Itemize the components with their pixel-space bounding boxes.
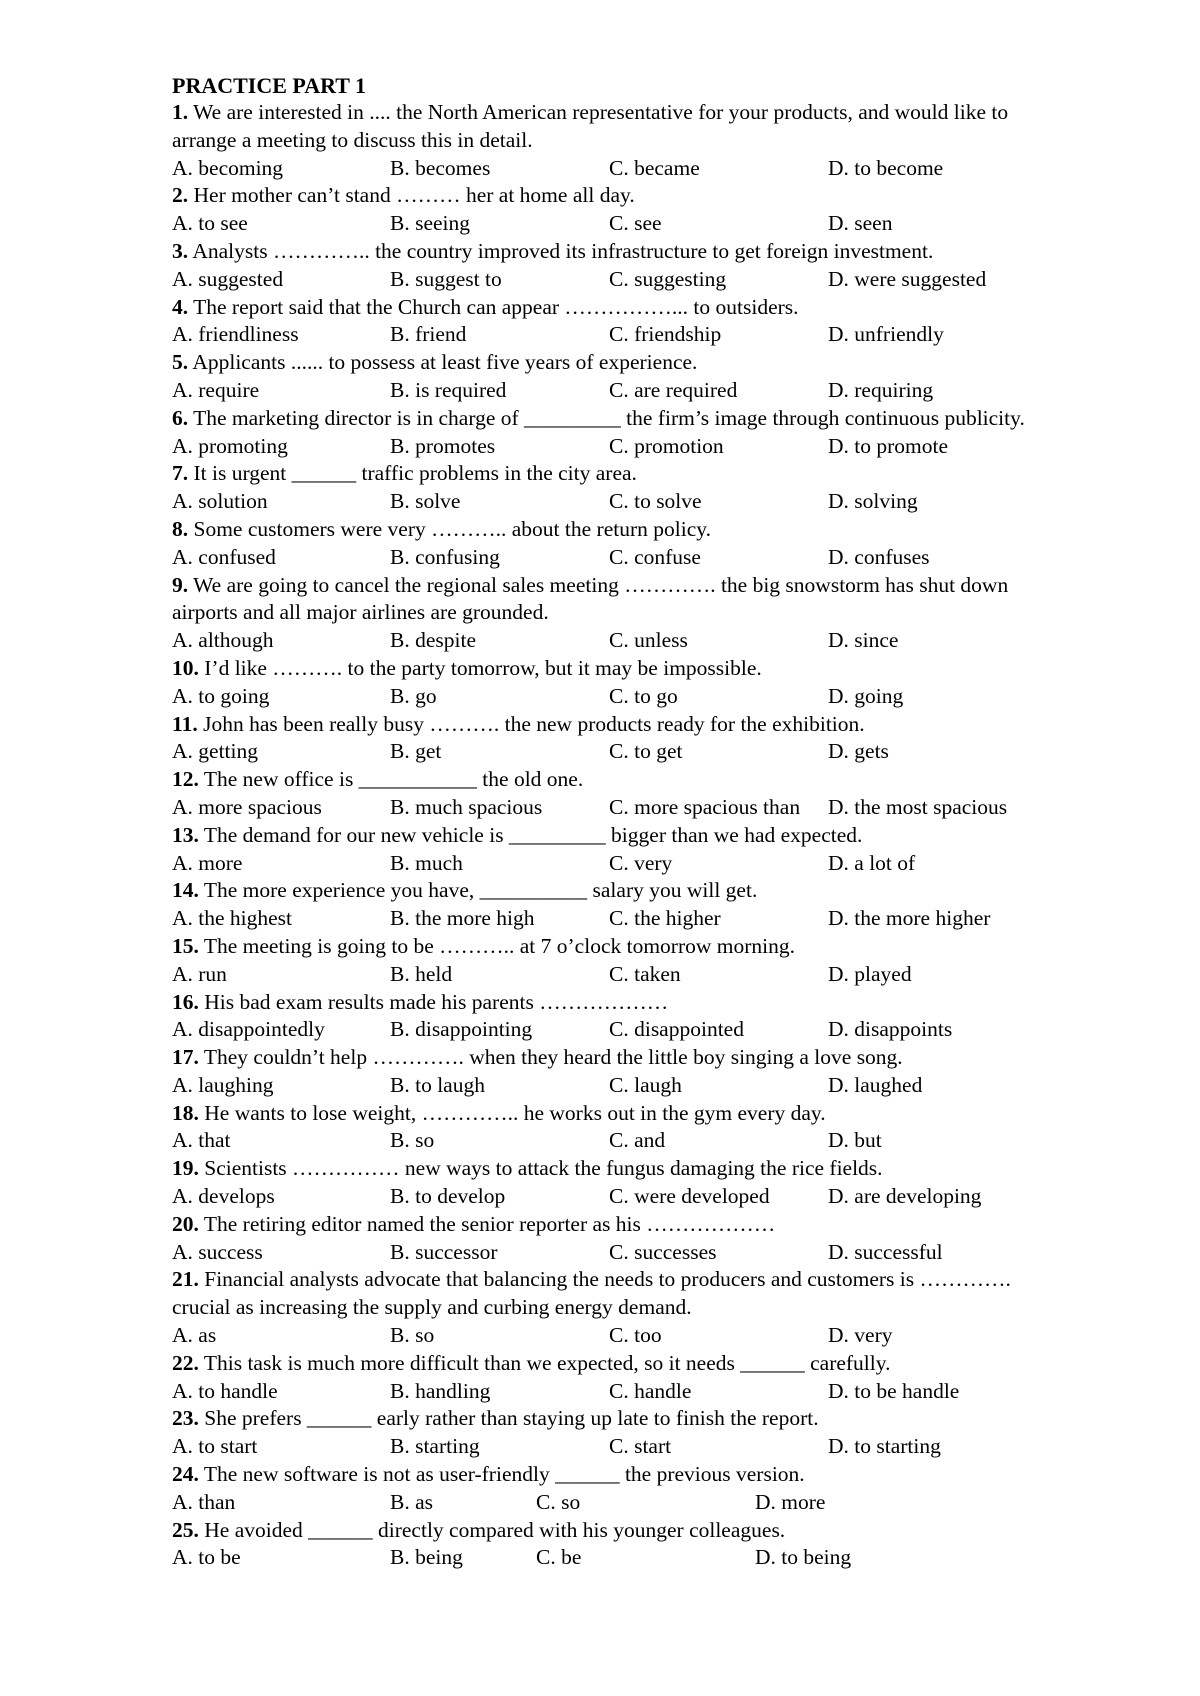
option-d: D. successful [828,1239,943,1264]
answer-options [172,794,1072,822]
question-item [172,1211,1072,1267]
option-d: D. seen [828,211,893,236]
option-d: D. unfriendly [828,322,944,347]
option-b: B. much [390,850,463,875]
option-d: D. to being [755,1545,852,1570]
question-stem [172,1405,1072,1433]
question-item [172,822,1072,878]
option-d: D. played [828,961,912,986]
option-b: B. to develop [390,1184,506,1209]
option-c: C. and [609,1128,666,1153]
question-stem [172,933,1072,961]
question-text: We are going to cancel the regional sales meeting …………. the big snowstorm has shut down airports and all major airlines are grounded. [172,572,1009,625]
question-item [172,238,1072,294]
question-text: I’d like ………. to the party tomorrow, but it may be impossible. [198,655,762,680]
question-item [172,766,1072,822]
question-number: 21. [172,1267,199,1292]
option-b: B. so [390,1323,435,1348]
option-d: D. more [755,1489,826,1514]
question-number: 24. [172,1462,199,1487]
question-text: This task is much more difficult than we expected, so it needs ______ carefully. [198,1350,891,1375]
answer-options [172,1322,1072,1350]
question-item [172,572,1072,655]
question-item [172,933,1072,989]
question-text: His bad exam results made his parents ……………… [198,989,669,1014]
option-c: C. so [536,1489,581,1514]
answer-options [172,1489,1072,1517]
question-item [172,349,1072,405]
question-stem [172,1044,1072,1072]
option-b: B. friend [390,322,467,347]
option-c: C. more spacious than [609,794,801,819]
question-stem [172,99,1072,155]
option-b: B. despite [390,628,476,653]
option-a: A. to see [172,211,248,236]
option-a: A. to be [172,1545,241,1570]
option-a: A. run [172,961,227,986]
option-c: C. were developed [609,1184,770,1209]
question-number: 14. [172,878,199,903]
option-c: C. are required [609,377,738,402]
option-d: D. gets [828,739,889,764]
option-b: B. confusing [390,544,500,569]
question-number: 1. [172,100,189,124]
option-c: C. unless [609,628,688,653]
option-c: C. became [609,155,700,180]
question-stem [172,1517,1072,1545]
question-stem [172,460,1072,488]
question-stem [172,349,1072,377]
option-b: B. much spacious [390,794,543,819]
option-d: D. to become [828,155,944,180]
question-item [172,1517,1072,1573]
option-d: D. going [828,683,904,708]
answer-options [172,155,1072,183]
option-c: C. laugh [609,1072,682,1097]
option-c: C. too [609,1323,662,1348]
question-item [172,1405,1072,1461]
option-c: C. handle [609,1378,692,1403]
option-d: D. but [828,1128,882,1153]
option-b: B. successor [390,1239,498,1264]
question-item [172,1350,1072,1406]
question-text: Scientists …………… new ways to attack the fungus damaging the rice fields. [198,1156,883,1181]
option-b: B. is required [390,377,507,402]
question-text: Analysts ………….. the country improved its infrastructure to get foreign investment. [188,238,934,263]
option-b: B. suggest to [390,266,502,291]
question-number: 22. [172,1350,199,1375]
question-item [172,989,1072,1045]
question-text: The marketing director is in charge of _________ the firm’s image through continuous publicity. [188,405,1025,430]
question-item [172,1044,1072,1100]
question-number: 19. [172,1156,199,1181]
option-b: B. seeing [390,211,471,236]
option-b: B. get [390,739,442,764]
question-number: 17. [172,1045,199,1070]
question-text: Applicants ...... to possess at least five years of experience. [188,350,698,375]
answer-options [172,905,1072,933]
option-b: B. being [390,1545,463,1570]
option-d: D. the most spacious [828,794,1008,819]
question-stem [172,1155,1072,1183]
option-a: A. to start [172,1434,258,1459]
question-stem [172,822,1072,850]
question-number: 5. [172,350,189,375]
question-stem [172,989,1072,1017]
question-stem [172,655,1072,683]
option-b: B. becomes [390,155,491,180]
option-d: D. to starting [828,1434,941,1459]
answer-options [172,488,1072,516]
option-a: A. more [172,850,243,875]
option-c: C. the higher [609,906,721,931]
option-a: A. success [172,1239,263,1264]
option-d: D. were suggested [828,266,987,291]
question-number: 25. [172,1517,199,1542]
question-text: The new office is ___________ the old one. [198,767,584,792]
answer-options [172,266,1072,294]
option-c: C. be [536,1545,582,1570]
answer-options [172,377,1072,405]
option-b: B. solve [390,489,461,514]
question-text: The report said that the Church can appear ……………... to outsiders. [188,294,799,319]
question-item [172,182,1072,238]
question-number: 20. [172,1211,199,1236]
question-number: 4. [172,294,189,319]
option-c: C. disappointed [609,1017,744,1042]
question-stem [172,405,1072,433]
option-d: D. the more higher [828,906,991,931]
question-item [172,405,1072,461]
option-a: A. more spacious [172,794,322,819]
option-a: A. friendliness [172,322,299,347]
option-b: B. as [390,1489,433,1514]
option-c: C. confuse [609,544,701,569]
answer-options [172,210,1072,238]
option-d: D. disappoints [828,1017,953,1042]
question-number: 2. [172,183,189,208]
option-d: D. very [828,1323,893,1348]
question-text: He wants to lose weight, ………….. he works out in the gym every day. [198,1100,826,1125]
question-list [172,99,1072,1572]
option-b: B. promotes [390,433,496,458]
question-number: 12. [172,767,199,792]
answer-options [172,1072,1072,1100]
page-title: PRACTICE PART 1 [172,73,366,98]
option-b: B. go [390,683,437,708]
question-text: It is urgent ______ traffic problems in the city area. [188,461,637,486]
option-a: A. to going [172,683,270,708]
question-number: 7. [172,461,189,486]
option-a: A. confused [172,544,276,569]
question-text: The new software is not as user-friendly ______ the previous version. [198,1462,805,1487]
question-item [172,1266,1072,1349]
answer-options [172,1544,1072,1572]
option-d: D. confuses [828,544,930,569]
option-d: D. since [828,628,899,653]
question-number: 8. [172,516,189,541]
question-stem [172,238,1072,266]
question-number: 15. [172,933,199,958]
option-c: C. friendship [609,322,722,347]
option-c: C. very [609,850,673,875]
question-stem [172,1100,1072,1128]
option-c: C. to go [609,683,678,708]
question-number: 16. [172,989,199,1014]
option-a: A. although [172,628,274,653]
option-c: C. start [609,1434,672,1459]
option-a: A. laughing [172,1072,274,1097]
question-number: 18. [172,1100,199,1125]
answer-options [172,1016,1072,1044]
question-text: The meeting is going to be ……….. at 7 o’clock tomorrow morning. [198,933,796,958]
answer-options [172,544,1072,572]
question-stem [172,711,1072,739]
question-text: The demand for our new vehicle is _________ bigger than we had expected. [198,822,863,847]
option-a: A. as [172,1323,217,1348]
option-a: A. becoming [172,155,284,180]
answer-options [172,683,1072,711]
option-d: D. are developing [828,1184,982,1209]
question-item [172,1461,1072,1517]
answer-options [172,1433,1072,1461]
question-number: 3. [172,238,189,263]
question-text: Financial analysts advocate that balancing the needs to producers and customers is …………. crucial as increasing the supply and curbing energy demand. [172,1267,1011,1320]
question-stem [172,1211,1072,1239]
option-d: D. laughed [828,1072,923,1097]
exercise-content [172,72,1072,1572]
question-text: The retiring editor named the senior reporter as his ……………… [198,1211,776,1236]
option-d: D. solving [828,489,918,514]
option-c: C. to get [609,739,683,764]
option-a: A. solution [172,489,268,514]
question-text: Her mother can’t stand ……… her at home all day. [188,183,635,208]
option-b: B. so [390,1128,435,1153]
question-text: The more experience you have, __________ salary you will get. [198,878,758,903]
question-number: 6. [172,405,189,430]
question-item [172,294,1072,350]
option-b: B. to laugh [390,1072,485,1097]
question-stem [172,516,1072,544]
option-c: C. see [609,211,662,236]
option-b: B. disappointing [390,1017,533,1042]
option-c: C. promotion [609,433,724,458]
question-stem [172,766,1072,794]
answer-options [172,961,1072,989]
question-item [172,1100,1072,1156]
option-a: A. to handle [172,1378,278,1403]
option-b: B. handling [390,1378,491,1403]
question-item [172,516,1072,572]
question-stem [172,294,1072,322]
option-a: A. develops [172,1184,275,1209]
question-item [172,711,1072,767]
question-number: 10. [172,655,199,680]
option-b: B. the more high [390,906,535,931]
option-d: D. to be handle [828,1378,960,1403]
question-number: 9. [172,572,189,597]
answer-options [172,433,1072,461]
question-text: John has been really busy ………. the new products ready for the exhibition. [197,711,865,736]
question-item [172,655,1072,711]
option-c: C. successes [609,1239,717,1264]
question-number: 23. [172,1406,199,1431]
question-stem [172,1461,1072,1489]
question-item [172,877,1072,933]
option-b: B. starting [390,1434,480,1459]
question-text: We are interested in .... the North American representative for your products, and would like to arrange a meeting to discuss this in detail. [172,100,1009,152]
option-a: A. require [172,377,260,402]
question-text: She prefers ______ early rather than staying up late to finish the report. [198,1406,819,1431]
question-number: 13. [172,822,199,847]
question-item [172,99,1072,182]
question-text: They couldn’t help …………. when they heard the little boy singing a love song. [198,1045,903,1070]
option-a: A. than [172,1489,236,1514]
option-d: D. a lot of [828,850,916,875]
option-d: D. requiring [828,377,934,402]
question-text: Some customers were very ……….. about the return policy. [188,516,711,541]
question-stem [172,877,1072,905]
question-item [172,460,1072,516]
answer-options [172,1183,1072,1211]
option-a: A. that [172,1128,231,1153]
answer-options [172,1378,1072,1406]
option-a: A. the highest [172,906,293,931]
option-a: A. disappointedly [172,1017,325,1042]
answer-options [172,321,1072,349]
question-item [172,1155,1072,1211]
option-a: A. suggested [172,266,284,291]
option-a: A. promoting [172,433,288,458]
answer-options [172,627,1072,655]
answer-options [172,1239,1072,1267]
option-d: D. to promote [828,433,949,458]
option-a: A. getting [172,739,258,764]
question-stem [172,1266,1072,1322]
answer-options [172,1127,1072,1155]
question-text: He avoided ______ directly compared with his younger colleagues. [198,1517,786,1542]
question-stem [172,1350,1072,1378]
option-c: C. taken [609,961,681,986]
question-stem [172,572,1072,628]
question-stem [172,182,1072,210]
option-c: C. to solve [609,489,702,514]
option-b: B. held [390,961,453,986]
answer-options [172,738,1072,766]
question-number: 11. [172,711,198,736]
answer-options [172,850,1072,878]
option-c: C. suggesting [609,266,727,291]
